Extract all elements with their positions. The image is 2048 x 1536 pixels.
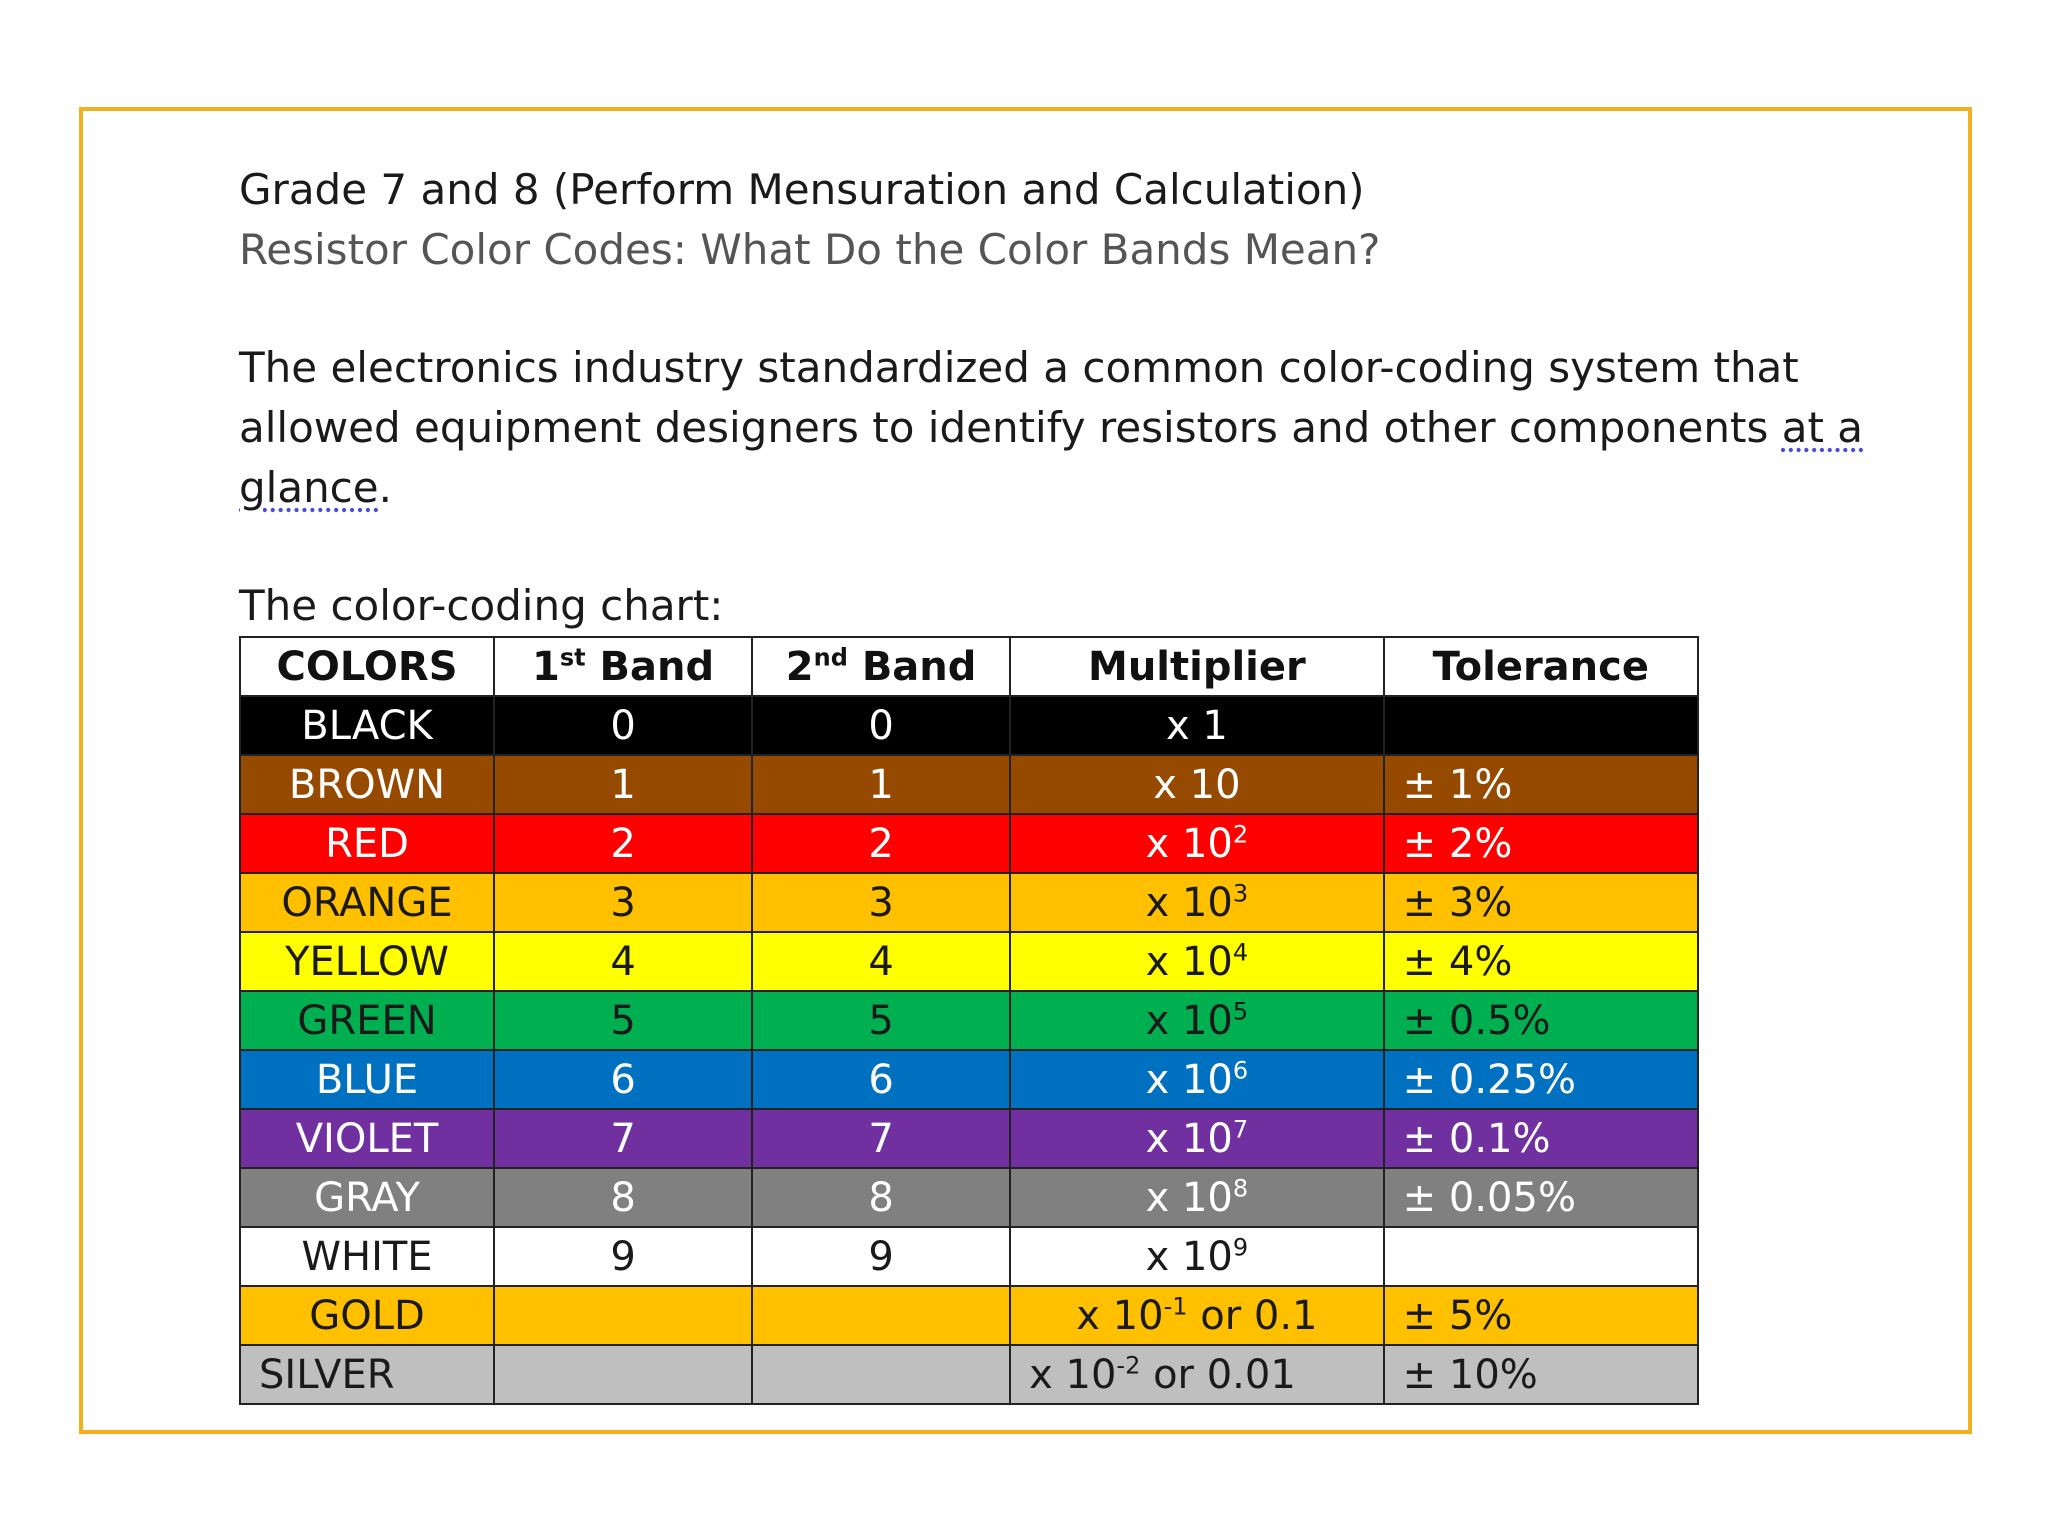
first-band-cell: [494, 1345, 752, 1404]
second-band-cell: 2: [752, 814, 1010, 873]
second-band-cell: 3: [752, 873, 1010, 932]
first-band-cell: 7: [494, 1109, 752, 1168]
first-band-cell: 4: [494, 932, 752, 991]
color-name-cell: BLACK: [240, 696, 494, 755]
color-name-cell: VIOLET: [240, 1109, 494, 1168]
multiplier-cell: [1010, 1227, 1384, 1286]
multiplier-base: x 10: [1145, 1056, 1233, 1103]
header-second-band: [752, 637, 1010, 696]
multiplier-decimal: or 0.01: [1140, 1351, 1296, 1398]
multiplier-cell: [1010, 696, 1384, 755]
table-row: [240, 1050, 1698, 1109]
table-row: [240, 1345, 1698, 1404]
document-heading: Grade 7 and 8 (Perform Mensuration and Calculation): [239, 165, 1365, 214]
tolerance-cell: ± 0.1%: [1384, 1109, 1698, 1168]
tolerance-cell: [1384, 696, 1698, 755]
multiplier-cell: [1010, 932, 1384, 991]
tolerance-cell: ± 1%: [1384, 755, 1698, 814]
first-band-cell: 8: [494, 1168, 752, 1227]
second-band-cell: [752, 1286, 1010, 1345]
chart-label: The color-coding chart:: [239, 581, 724, 630]
tolerance-cell: ± 0.25%: [1384, 1050, 1698, 1109]
table-row: [240, 873, 1698, 932]
table-header-row: [240, 637, 1698, 696]
color-name-cell: RED: [240, 814, 494, 873]
header-first-band: [494, 637, 752, 696]
color-name-cell: ORANGE: [240, 873, 494, 932]
multiplier-base: x 1: [1165, 702, 1228, 749]
table-row: [240, 755, 1698, 814]
color-code-table: [239, 636, 1699, 1405]
multiplier-base: x 10: [1145, 820, 1233, 867]
color-name-cell: YELLOW: [240, 932, 494, 991]
multiplier-cell: [1010, 991, 1384, 1050]
intro-paragraph: [239, 338, 1939, 518]
color-name-cell: GRAY: [240, 1168, 494, 1227]
tolerance-cell: ± 4%: [1384, 932, 1698, 991]
intro-text-end: .: [378, 463, 392, 512]
multiplier-base: x 10: [1076, 1292, 1164, 1339]
multiplier-base: x 10: [1145, 1233, 1233, 1280]
table-row: [240, 814, 1698, 873]
first-band-cell: 0: [494, 696, 752, 755]
tolerance-cell: ± 2%: [1384, 814, 1698, 873]
multiplier-cell: [1010, 814, 1384, 873]
first-band-cell: [494, 1286, 752, 1345]
multiplier-exponent: 4: [1232, 938, 1249, 967]
document-body: [239, 160, 1939, 1405]
multiplier-base: x 10: [1145, 879, 1233, 926]
tolerance-cell: ± 5%: [1384, 1286, 1698, 1345]
second-band-cell: 6: [752, 1050, 1010, 1109]
second-band-cell: 7: [752, 1109, 1010, 1168]
multiplier-cell: [1010, 1345, 1384, 1404]
header-tolerance: Tolerance: [1384, 637, 1698, 696]
second-band-cell: 4: [752, 932, 1010, 991]
header-first-band-number: 1: [531, 643, 560, 690]
color-name-cell: GREEN: [240, 991, 494, 1050]
intro-text-start: The electronics industry standardized a common color-coding system that allowed equipment designers to identify resistors and other components: [239, 343, 1799, 452]
multiplier-exponent: 2: [1232, 820, 1249, 849]
header-second-band-ordinal: nd: [813, 643, 848, 672]
multiplier-exponent: -1: [1163, 1292, 1188, 1321]
second-band-cell: 9: [752, 1227, 1010, 1286]
table-row: [240, 1286, 1698, 1345]
multiplier-cell: [1010, 1050, 1384, 1109]
first-band-cell: 3: [494, 873, 752, 932]
header-second-band-number: 2: [785, 643, 814, 690]
multiplier-exponent: -2: [1116, 1351, 1141, 1380]
tolerance-cell: ± 0.5%: [1384, 991, 1698, 1050]
table-row: [240, 1168, 1698, 1227]
second-band-cell: 1: [752, 755, 1010, 814]
multiplier-exponent: 5: [1232, 997, 1249, 1026]
color-name-cell: GOLD: [240, 1286, 494, 1345]
multiplier-cell: [1010, 873, 1384, 932]
multiplier-base: x 10: [1153, 761, 1241, 808]
multiplier-cell: [1010, 1286, 1384, 1345]
tolerance-cell: ± 0.05%: [1384, 1168, 1698, 1227]
multiplier-exponent: 3: [1232, 879, 1249, 908]
multiplier-exponent: 7: [1232, 1115, 1249, 1144]
multiplier-base: x 10: [1029, 1351, 1117, 1398]
multiplier-base: x 10: [1145, 1115, 1233, 1162]
second-band-cell: 8: [752, 1168, 1010, 1227]
first-band-cell: 5: [494, 991, 752, 1050]
multiplier-cell: [1010, 1109, 1384, 1168]
multiplier-base: x 10: [1145, 997, 1233, 1044]
table-row: [240, 932, 1698, 991]
color-name-cell: SILVER: [240, 1345, 494, 1404]
first-band-cell: 1: [494, 755, 752, 814]
second-band-cell: 5: [752, 991, 1010, 1050]
color-name-cell: WHITE: [240, 1227, 494, 1286]
multiplier-exponent: 8: [1232, 1174, 1249, 1203]
tolerance-cell: ± 10%: [1384, 1345, 1698, 1404]
second-band-cell: 0: [752, 696, 1010, 755]
first-band-cell: 6: [494, 1050, 752, 1109]
header-colors: COLORS: [240, 637, 494, 696]
table-row: [240, 1227, 1698, 1286]
tolerance-cell: [1384, 1227, 1698, 1286]
color-name-cell: BLUE: [240, 1050, 494, 1109]
multiplier-base: x 10: [1145, 938, 1233, 985]
multiplier-base: x 10: [1145, 1174, 1233, 1221]
header-first-band-word: Band: [585, 643, 715, 690]
header-first-band-ordinal: st: [559, 643, 586, 672]
header-multiplier: Multiplier: [1010, 637, 1384, 696]
tolerance-cell: ± 3%: [1384, 873, 1698, 932]
table-body: [240, 696, 1698, 1404]
table-row: [240, 991, 1698, 1050]
table-row: [240, 696, 1698, 755]
multiplier-exponent: 9: [1232, 1233, 1249, 1262]
grammar-flagged-phrase[interactable]: at a glance: [239, 403, 1863, 512]
table-row: [240, 1109, 1698, 1168]
multiplier-exponent: 6: [1232, 1056, 1249, 1085]
multiplier-decimal: or 0.1: [1187, 1292, 1318, 1339]
multiplier-cell: [1010, 755, 1384, 814]
first-band-cell: 9: [494, 1227, 752, 1286]
multiplier-cell: [1010, 1168, 1384, 1227]
header-second-band-word: Band: [847, 643, 977, 690]
first-band-cell: 2: [494, 814, 752, 873]
document-subheading: Resistor Color Codes: What Do the Color Bands Mean?: [239, 225, 1381, 274]
second-band-cell: [752, 1345, 1010, 1404]
color-name-cell: BROWN: [240, 755, 494, 814]
